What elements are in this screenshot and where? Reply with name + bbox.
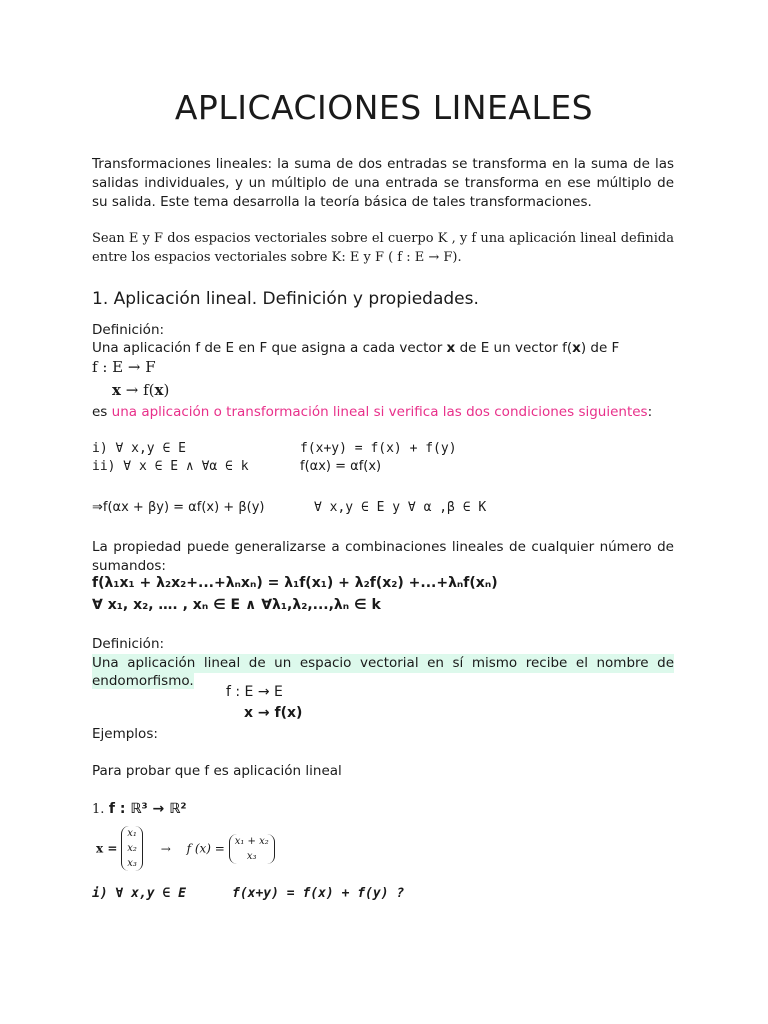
example-check-left: i) ∀ x,y ∈ E xyxy=(92,886,186,901)
x-entry: x₁ xyxy=(127,828,137,839)
intro-paragraph: Transformaciones lineales: la suma de dos entradas se transforma en la suma de las salidas individuales, y un múltiplo de una entrada se transforma en ese múltiplo de su salida. Este tema desarrolla la teoría básica de tales transformaciones. xyxy=(92,156,674,210)
section-heading: 1. Aplicación lineal. Definición y propiedades. xyxy=(92,289,479,309)
general-quantifier: ∀ x₁, x₂, …. , xₙ ∈ E ∧ ∀λ₁,λ₂,...,λₙ ∈ k xyxy=(92,597,381,613)
condition-2-right: f(αx) = αf(x) xyxy=(300,459,382,474)
x-entry: x₃ xyxy=(127,858,137,869)
endomorphism-highlight-line2: endomorfismo. xyxy=(92,673,194,689)
fx-vector-matrix xyxy=(229,834,275,864)
condition-prefix: es xyxy=(92,404,108,420)
map-f-e-f: f : E → F xyxy=(92,358,156,376)
definition-2-label: Definición: xyxy=(92,636,165,652)
x-label: x = xyxy=(96,841,118,856)
definition-text xyxy=(92,340,619,356)
map-arrow-line xyxy=(112,381,169,400)
x-vector-matrix xyxy=(121,826,143,871)
vector-x: x xyxy=(572,340,581,356)
close-paren: ) xyxy=(163,381,170,399)
example-check-right: f(x+y) = f(x) + f(y) ? xyxy=(232,886,405,901)
page-title: APLICACIONES LINEALES xyxy=(174,88,594,127)
fx-entry: x₃ xyxy=(246,850,257,862)
condition-highlight: una aplicación o transformación lineal si verifica las dos condiciones siguientes xyxy=(111,404,648,420)
example-map: f : ℝ³ → ℝ² xyxy=(108,801,187,817)
setup-paragraph: Sean E y F dos espacios vectoriales sobre el cuerpo K , y f una aplicación lineal definida entre los espacios vectoriales sobre K: E y F ( f : E → F). xyxy=(92,231,674,265)
mapping-arrow: → xyxy=(160,841,171,856)
condition-1-right: f(x+y) = f(x) + f(y) xyxy=(300,441,457,456)
vector-x: x xyxy=(154,381,164,399)
fx-entry: x₁ + x₂ xyxy=(234,835,269,847)
definition-text-mid: de E un vector f( xyxy=(459,340,573,356)
general-formula: f(λ₁x₁ + λ₂x₂+...+λₙxₙ) = λ₁f(x₁) + λ₂f(x₂) +...+λₙf(xₙ) xyxy=(92,575,498,591)
examples-label: Ejemplos: xyxy=(92,726,158,742)
fx-label: f (x) = xyxy=(186,841,225,856)
endomorphism-highlight-line1 xyxy=(92,654,674,673)
prove-line: Para probar que f es aplicación lineal xyxy=(92,763,342,779)
arrow-text: → f( xyxy=(125,381,155,399)
endomorphism-map: f : E → E xyxy=(226,684,283,700)
condition-2-left: ii) ∀ x ∈ E ∧ ∀α ∈ k xyxy=(92,459,249,474)
linear-condition-line xyxy=(92,404,652,420)
vector-x: x xyxy=(446,340,456,356)
combined-condition-left: ⇒f(αx + βy) = αf(x) + β(y) xyxy=(92,500,265,515)
x-entry: x₂ xyxy=(127,843,137,854)
endomorphism-arrow: x → f(x) xyxy=(244,705,303,721)
definition-text-pre: Una aplicación f de E en F que asigna a cada vector xyxy=(92,340,443,356)
condition-1-left: i) ∀ x,y ∈ E xyxy=(92,441,186,456)
generalize-paragraph: La propiedad puede generalizarse a combinaciones lineales de cualquier número de sumandos: xyxy=(92,539,674,574)
example-mapping xyxy=(96,826,275,871)
definition-text-post: ) de F xyxy=(580,340,620,356)
example-number: 1. xyxy=(92,802,105,817)
example-1-header xyxy=(92,800,186,819)
combined-condition-right: ∀ x,y ∈ E y ∀ α ,β ∈ K xyxy=(314,500,487,515)
condition-suffix: : xyxy=(647,404,653,420)
definition-label: Definición: xyxy=(92,322,165,338)
endomorphism-text: Una aplicación lineal de un espacio vectorial en sí mismo recibe el nombre de xyxy=(92,655,674,671)
vector-x: x xyxy=(112,381,121,399)
